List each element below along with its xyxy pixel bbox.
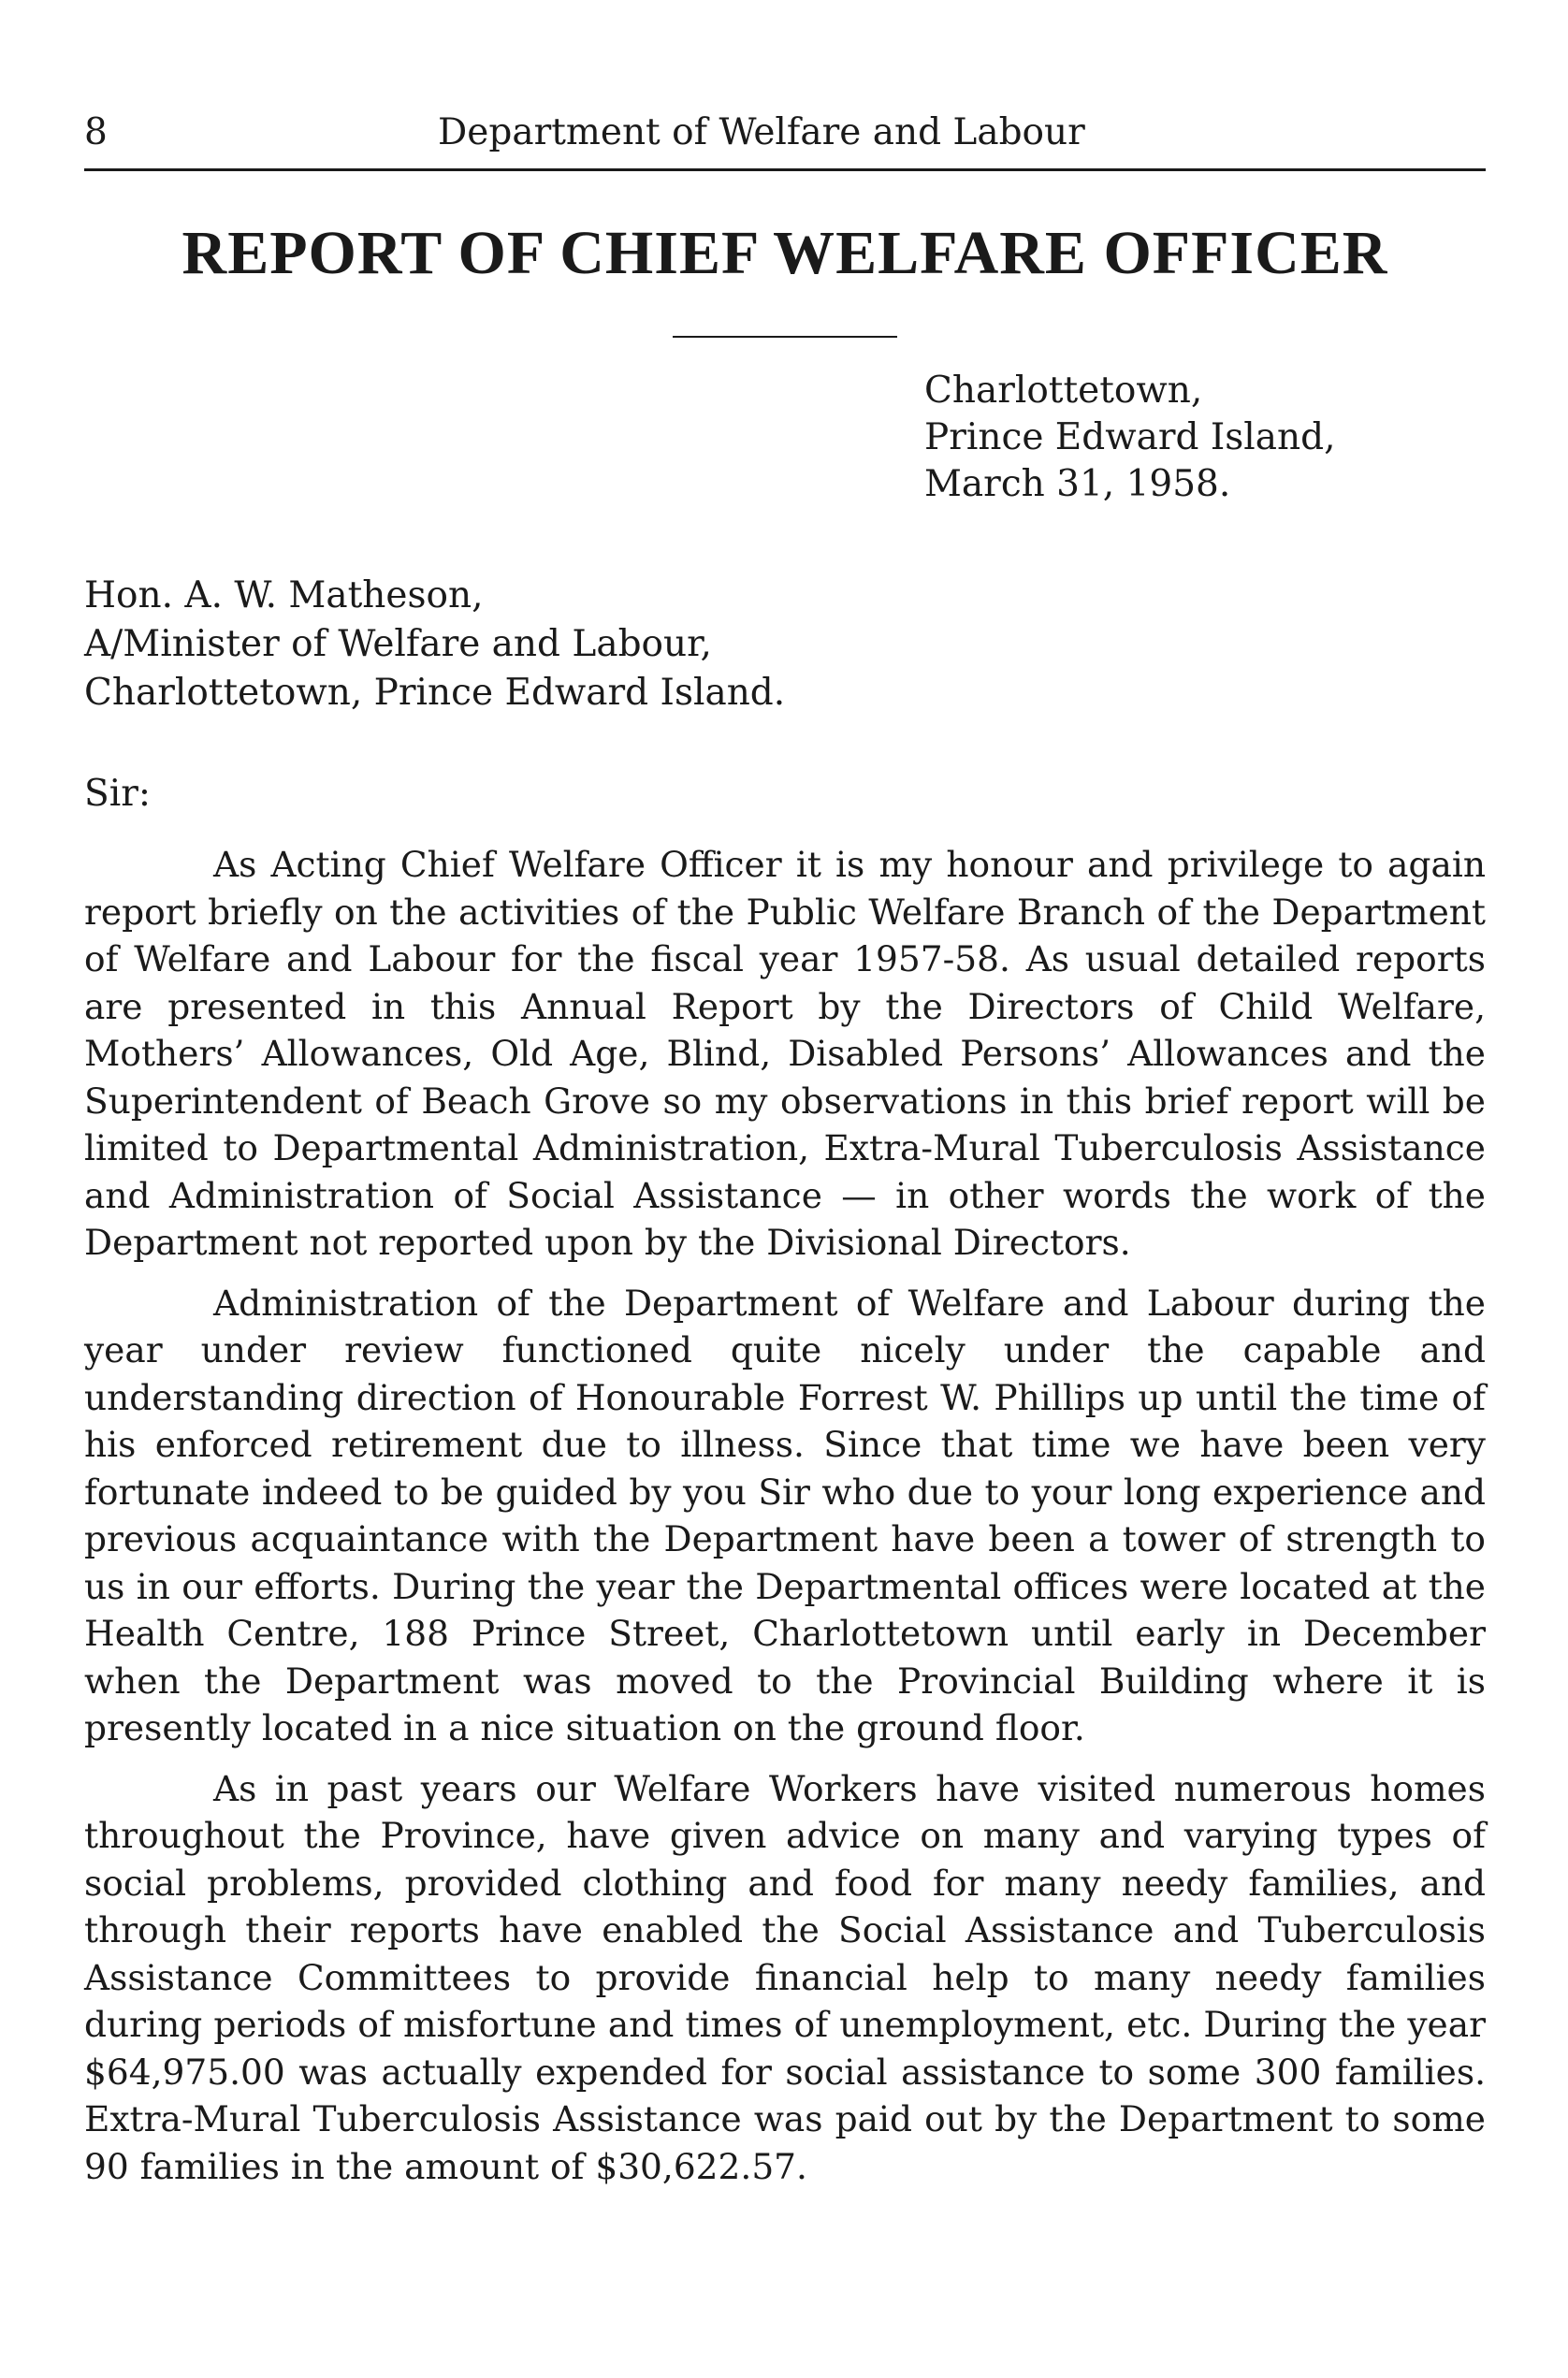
running-header	[84, 103, 1486, 163]
report-title: REPORT OF CHIEF WELFARE OFFICER	[181, 219, 1388, 287]
address-line-name: Hon. A. W. Matheson,	[84, 574, 484, 616]
document-page	[84, 103, 1486, 2190]
paragraph-1: As Acting Chief Welfare Officer it is my honour and privilege to again report briefly on the activities of the Public Welfare Branch of the Department of Welfare and Labour for the fiscal year 1957-58. As usual detailed reports are presented in this Annual Report by the Directors of Child Welfare, Mothers’ Allowances, Old Age, Blind, Disabled Persons’ Allowances and the Superintendent of Beach Grove so my observations in this brief report will be limited to Departmental Administration, Extra-Mural Tuberculosis Assistance and Administration of Social Assistance — in other words the work of the Department not reported upon by the Divisional Directors.	[84, 844, 1486, 1263]
salutation: Sir:	[84, 773, 151, 815]
header-rule	[84, 168, 1486, 171]
date-line-province: Prince Edward Island,	[924, 416, 1336, 458]
address-line-location: Charlottetown, Prince Edward Island.	[84, 672, 786, 714]
paragraph-3: As in past years our Welfare Workers have visited numerous homes throughout the Province, have given advice on many and varying types of social problems, provided clothing and food for many needy families, and through their reports have enabled the Social Assistance and Tuberculosis Assistance Committees to provide financial help to many needy families during periods of misfortune and times of unemployment, etc. During the year $64,975.00 was actually expended for social assistance to some 300 families. Extra-Mural Tuberculosis Assistance was paid out by the Department to some 90 families in the amount of $30,622.57.	[84, 1767, 1486, 2187]
running-title: Department of Welfare and Labour	[438, 111, 1085, 153]
page-number: 8	[84, 111, 108, 153]
paragraph-2: Administration of the Department of Welfare and Labour during the year under review functioned quite nicely under the capable and understanding direction of Honourable Forrest W. Phillips up until the time of his enforced retirement due to illness. Since that time we have been very fortunate indeed to be guided by you Sir who due to your long experience and previous acquaintance with the Department have been a tower of strength to us in our efforts. During the year the Departmental offices were located at the Health Centre, 188 Prince Street, Charlottetown until early in December when the Department was moved to the Provincial Building where it is presently located in a nice situation on the ground floor.	[84, 1282, 1486, 1748]
date-line-city: Charlottetown,	[924, 370, 1203, 412]
date-line-date: March 31, 1958.	[924, 463, 1231, 505]
date-block	[924, 368, 1486, 508]
address-block	[84, 572, 1486, 718]
address-line-position: A/Minister of Welfare and Labour,	[84, 623, 712, 665]
title-rule	[673, 336, 897, 338]
body-text	[84, 841, 1486, 2190]
